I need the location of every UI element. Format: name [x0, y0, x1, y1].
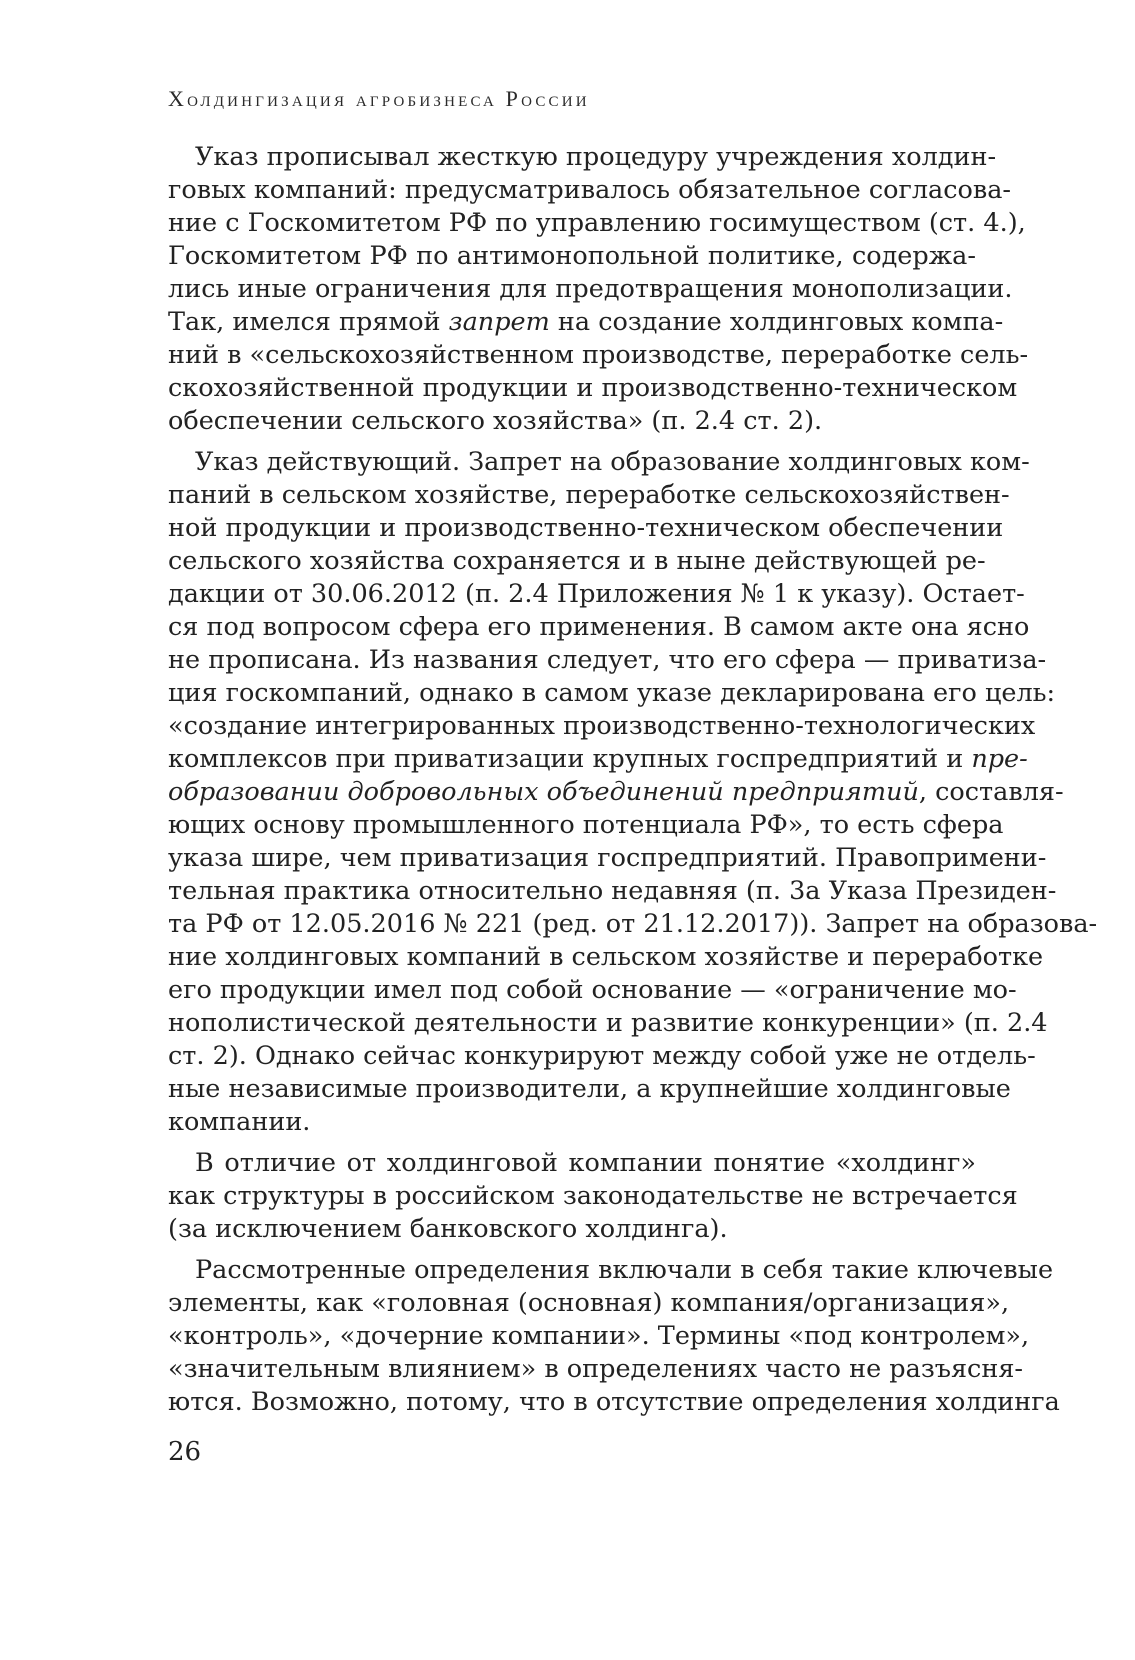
text-run: «контроль», «дочерние компании». Термины «под контролем»,: [168, 1321, 1030, 1351]
text-run: дакции от 30.06.2012 (п. 2.4 Приложения № 1 к указу). Остает-: [168, 579, 1025, 609]
text-run: как структуры в российском законодательстве не встречается: [168, 1181, 1018, 1211]
text-line: [168, 273, 1013, 306]
text-run: та РФ от 12.05.2016 № 221 (ред. от 21.12.2017)). Запрет на образова-: [168, 909, 1098, 939]
text-line: [168, 1386, 1060, 1419]
text-line: [168, 1254, 1054, 1287]
text-run: В отличие от холдинговой компании понятие «холдинг»: [195, 1148, 976, 1178]
text-run: нополистической деятельности и развитие конкуренции» (п. 2.4: [168, 1008, 1048, 1038]
body-text: [168, 141, 1098, 1419]
text-line: [168, 1213, 976, 1246]
text-line: [168, 306, 1004, 339]
text-line: [168, 446, 1030, 479]
text-run: «значительным влиянием» в определениях часто не разъясня-: [168, 1354, 1024, 1384]
text-run: элементы, как «головная (основная) компания/организация»,: [168, 1288, 1010, 1318]
text-line: [168, 941, 1044, 974]
text-run: его продукции имел под собой основание — «ограничение мо-: [168, 975, 1017, 1005]
text-line: [168, 611, 1030, 644]
text-run: лись иные ограничения для предотвращения монополизации.: [168, 274, 1013, 304]
text-line: [168, 240, 976, 273]
text-line: [168, 1040, 1036, 1073]
text-line: [168, 1147, 976, 1180]
text-run: ются. Возможно, потому, что в отсутствие определения холдинга: [168, 1387, 1060, 1417]
text-run: сельского хозяйства сохраняется и в ныне действующей ре-: [168, 546, 986, 576]
text-line: [168, 809, 1004, 842]
text-run: Указ прописывал жесткую процедуру учреждения холдин-: [195, 142, 997, 172]
text-line: [168, 1287, 1010, 1320]
text-run: указа шире, чем приватизация госпредприятий. Правопримени-: [168, 843, 1047, 873]
emphasis: пре-: [971, 744, 1028, 774]
text-line: [168, 207, 1026, 240]
paragraph: [168, 1147, 1018, 1246]
text-run: ся под вопросом сфера его применения. В самом акте она ясно: [168, 612, 1030, 642]
paragraph: [168, 1254, 1060, 1419]
text-run: ние холдинговых компаний в сельском хозяйстве и переработке: [168, 942, 1044, 972]
text-line: [168, 743, 1028, 776]
text-run: обеспечении сельского хозяйства» (п. 2.4 ст. 2).: [168, 406, 823, 436]
running-head: Холдингизация агробизнеса России: [168, 86, 590, 111]
text-run: паний в сельском хозяйстве, переработке сельскохозяйствен-: [168, 480, 1010, 510]
text-run: комплексов при приватизации крупных госпредприятий и: [168, 744, 972, 774]
text-run: не прописана. Из названия следует, что его сфера — приватиза-: [168, 645, 1047, 675]
text-run: , составля-: [918, 777, 1064, 807]
text-run: тельная практика относительно недавняя (п. 3а Указа Президен-: [168, 876, 1057, 906]
text-line: [168, 677, 1056, 710]
text-run: на создание холдинговых компа-: [549, 307, 1004, 337]
text-line: [168, 875, 1057, 908]
text-line: [168, 339, 1029, 372]
text-run: ющих основу промышленного потенциала РФ», то есть сфера: [168, 810, 1004, 840]
text-line: [168, 1320, 1030, 1353]
text-line: [168, 974, 1017, 1007]
text-run: ние с Госкомитетом РФ по управлению госимуществом (ст. 4.),: [168, 208, 1026, 238]
text-line: [168, 1106, 976, 1139]
text-line: [168, 372, 1018, 405]
text-run: Рассмотренные определения включали в себя такие ключевые: [195, 1255, 1054, 1285]
text-line: [168, 1073, 1011, 1106]
text-line: [168, 174, 1012, 207]
text-line: [168, 908, 1098, 941]
paragraph: [168, 141, 1029, 438]
text-line: [168, 776, 1064, 809]
text-run: Указ действующий. Запрет на образование холдинговых ком-: [195, 447, 1030, 477]
emphasis: образовании добровольных объединений предприятий: [168, 777, 919, 807]
text-line: [168, 842, 1047, 875]
text-line: [168, 479, 1010, 512]
text-run: Так, имелся прямой: [168, 307, 449, 337]
text-run: ний в «сельскохозяйственном производстве, переработке сель-: [168, 340, 1029, 370]
text-line: [168, 1180, 1018, 1213]
text-line: [168, 644, 1047, 677]
text-run: «создание интегрированных производственно-технологических: [168, 711, 1036, 741]
text-run: Госкомитетом РФ по антимонопольной политике, содержа-: [168, 241, 976, 271]
text-line: [168, 578, 1025, 611]
page-number: 26: [168, 1437, 202, 1467]
text-run: ной продукции и производственно-техническом обеспечении: [168, 513, 1004, 543]
text-run: компании.: [168, 1107, 311, 1137]
text-line: [168, 710, 1036, 743]
text-run: (за исключением банковского холдинга).: [168, 1214, 728, 1244]
text-run: ст. 2). Однако сейчас конкурируют между собой уже не отдель-: [168, 1041, 1036, 1071]
text-line: [168, 1007, 1048, 1040]
text-line: [168, 141, 997, 174]
text-run: ция госкомпаний, однако в самом указе декларирована его цель:: [168, 678, 1056, 708]
text-run: скохозяйственной продукции и производственно-техническом: [168, 373, 1018, 403]
text-run: ные независимые производители, а крупнейшие холдинговые: [168, 1074, 1011, 1104]
text-line: [168, 545, 986, 578]
text-line: [168, 1353, 1024, 1386]
text-line: [168, 512, 1004, 545]
paragraph: [168, 446, 1098, 1139]
emphasis: запрет: [448, 307, 550, 337]
text-run: говых компаний: предусматривалось обязательное согласова-: [168, 175, 1012, 205]
text-line: [168, 405, 976, 438]
